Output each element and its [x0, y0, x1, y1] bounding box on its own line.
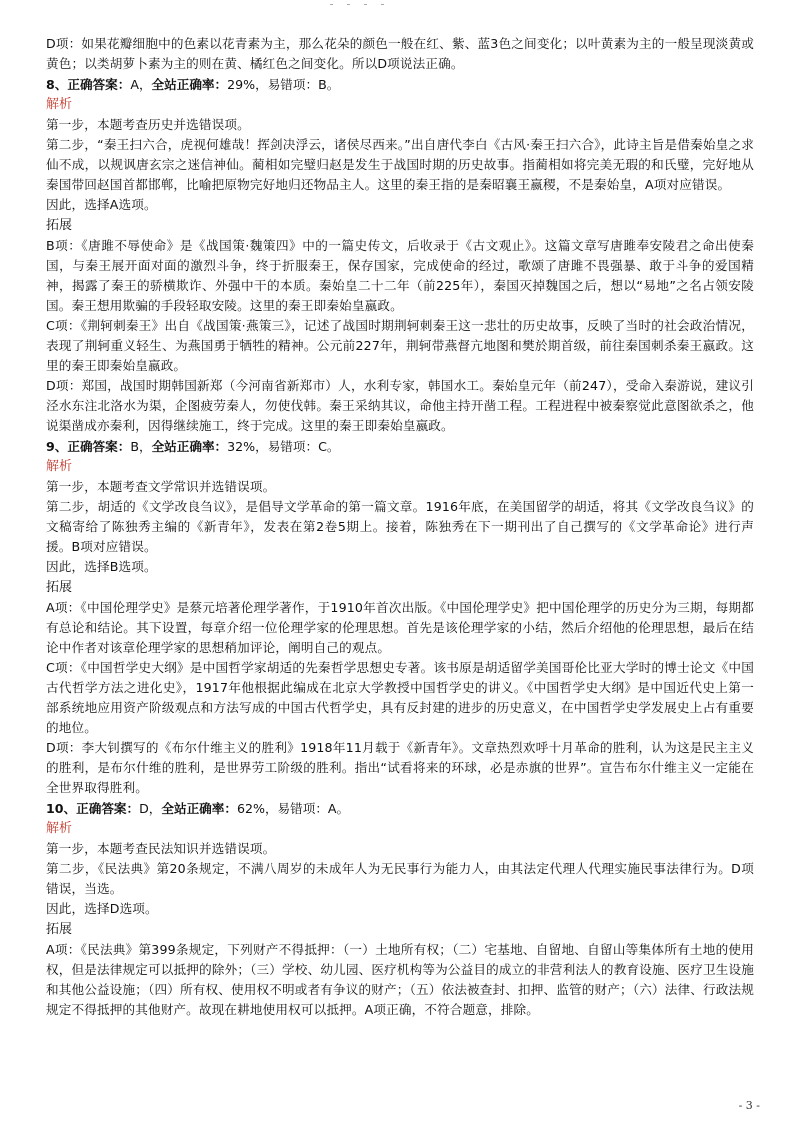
- paragraph: B项：《唐雎不辱使命》是《战国策·魏策四》中的一篇史传文，后收录于《古文观止》。这篇文章写唐雎奉安陵君之命出使秦国，与秦王展开面对面的激烈斗争，终于折服秦王，保存国家，完成使命的经过，歌颂了唐雎不畏强暴、敢于斗争的爱国精神，揭露了秦王的骄横欺诈、外强中干的本质。秦始皇二十二年（前225年），秦国灭掉魏国之后，想以“易地”之名占领安陵国。秦王想用欺骗的手段轻取安陵。这里的秦王即秦始皇嬴政。: [46, 238, 754, 313]
- answer-label2: 全站正确率：: [151, 77, 228, 92]
- page-number: - 3 -: [738, 1099, 760, 1112]
- paragraph: D项：如果花瓣细胞中的色素以花青素为主，那么花朵的颜色一般在红、紫、蓝3色之间变化；以叶黄素为主的一般呈现淡黄或黄色；以类胡萝卜素为主的则在黄、橘红色之间变化。所以D项说法正确。: [46, 36, 754, 71]
- answer-answer: D，: [139, 801, 162, 816]
- paragraph: 第一步，本题考查文学常识并选错误项。: [46, 479, 276, 494]
- extension-heading: 拓展: [46, 580, 73, 595]
- answer-label1: 正确答案：: [67, 77, 131, 92]
- answer-rest: 62%，易错项：A。: [236, 801, 350, 816]
- answer-line: [46, 74, 754, 95]
- extension-heading: 拓展: [46, 218, 73, 233]
- paragraph: A项：《民法典》第399条规定，下列财产不得抵押：（一）土地所有权；（二）宅基地、自留地、自留山等集体所有土地的使用权，但是法律规定可以抵押的除外；（三）学校、幼儿园、医疗机构等为公益目的成立的非营利法人的教育设施、医疗卫生设施和其他公益设施；（四）所有权、使用权不明或者有争议的财产；（五）依法被查封、扣押、监管的财产；（六）法律、行政法规规定不得抵押的其他财产。故现在耕地使用权可以抵押。A项正确，不符合题意，排除。: [46, 942, 754, 1017]
- paragraph: 因此，选择D选项。: [46, 901, 158, 916]
- paragraph: D项：郑国，战国时期韩国新郑（今河南省新郑市）人，水利专家，韩国水工。秦始皇元年（前247），受命入秦游说，建议引泾水东注北洛水为渠，企图疲劳秦人，勿使伐韩。秦王采纳其议，命他主持开凿工程。工程进程中被秦察觉此意图欲杀之，他说渠凿成亦秦利，因得继续施工，终于完成。这里的秦王即秦始皇嬴政。: [46, 378, 754, 433]
- analysis-heading: 解析: [46, 97, 73, 112]
- header-mark: [330, 4, 460, 14]
- analysis-heading: 解析: [46, 459, 73, 474]
- paragraph: D项：李大钊撰写的《布尔什维主义的胜利》1918年11月载于《新青年》。文章热烈欢呼十月革命的胜利，认为这是民主主义的胜利，是布尔什维的胜利，是世界劳工阶级的胜利。指出“试看将来的环球，必是赤旗的世界”。宣告布尔什维主义一定能在全世界取得胜利。: [46, 740, 754, 795]
- answer-answer: B，: [130, 439, 152, 454]
- answer-line: [46, 436, 754, 457]
- answer-line: [46, 798, 754, 819]
- paragraph: A项：《中国伦理学史》是蔡元培著伦理学著作，于1910年首次出版。《中国伦理学史》把中国伦理学的历史分为三期，每期都有总论和结论。其下设置，每章介绍一位伦理学家的伦理思想。首先是该伦理学家的小结，然后介绍他的伦理思想，最后在结论中作者对该章伦理学家的思想稍加评论，阐明自己的观点。: [46, 600, 754, 655]
- paragraph: C项：《荆轲刺秦王》出自《战国策·燕策三》，记述了战国时期荆轲刺秦王这一悲壮的历史故事，反映了当时的社会政治情况，表现了荆轲重义轻生、为燕国勇于牺牲的精神。公元前227年，荆轲带燕督亢地图和樊於期首级，前往秦国刺杀秦王嬴政。这里的秦王即秦始皇嬴政。: [46, 318, 754, 373]
- answer-num: 10、: [46, 801, 77, 816]
- paragraph: C项：《中国哲学史大纲》是中国哲学家胡适的先秦哲学思想史专著。该书原是胡适留学美国哥伦比亚大学时的博士论文《中国古代哲学方法之进化史》，1917年他根据此编成在北京大学教授中国哲学史的讲义。《中国哲学史大纲》是中国近代史上第一部系统地应用资产阶级观点和方法写成的中国古代哲学史，具有反封建的进步的历史意义，在中国哲学史学发展史上占有重要的地位。: [46, 660, 754, 735]
- paragraph: 第一步，本题考查民法知识并选错误项。: [46, 841, 276, 856]
- analysis-heading: 解析: [46, 821, 73, 836]
- paragraph: 第二步，胡适的《文学改良刍议》，是倡导文学革命的第一篇文章。1916年底，在美国留学的胡适，将其《文学改良刍议》的文稿寄给了陈独秀主编的《新青年》，发表在第2卷5期上。接着，陈独秀在下一期刊出了自己撰写的《文学革命论》进行声援。B项对应错误。: [46, 499, 754, 554]
- paragraph: 第一步，本题考查历史并选错误项。: [46, 117, 250, 132]
- paragraph: 第二步，“秦王扫六合，虎视何雄哉！挥剑决浮云，诸侯尽西来。”出自唐代李白《古风·秦王扫六合》，此诗主旨是借秦始皇之求仙不成，以规讽唐玄宗之迷信神仙。蔺相如完璧归赵是发生于战国时期的历史故事。指蔺相如将完美无瑕的和氏璧，完好地从秦国带回赵国首都邯郸，比喻把原物完好地归还物品主人。这里的秦王指的是秦昭襄王嬴稷，不是秦始皇，A项对应错误。: [46, 137, 754, 192]
- answer-label2: 全站正确率：: [161, 801, 237, 816]
- answer-rest: 29%，易错项：B。: [227, 77, 340, 92]
- answer-label1: 正确答案：: [67, 439, 131, 454]
- document-body: [46, 34, 754, 1020]
- answer-label1: 正确答案：: [76, 801, 140, 816]
- answer-answer: A，: [130, 77, 152, 92]
- answer-rest: 32%，易错项：C。: [227, 439, 340, 454]
- paragraph: 因此，选择A选项。: [46, 197, 157, 212]
- paragraph: 因此，选择B选项。: [46, 559, 157, 574]
- answer-num: 8、: [46, 77, 68, 92]
- answer-num: 9、: [46, 439, 68, 454]
- paragraph: 第二步，《民法典》第20条规定，不满八周岁的未成年人为无民事行为能力人，由其法定代理人代理实施民事法律行为。D项错误，当选。: [46, 861, 754, 896]
- extension-heading: 拓展: [46, 922, 73, 937]
- answer-label2: 全站正确率：: [151, 439, 228, 454]
